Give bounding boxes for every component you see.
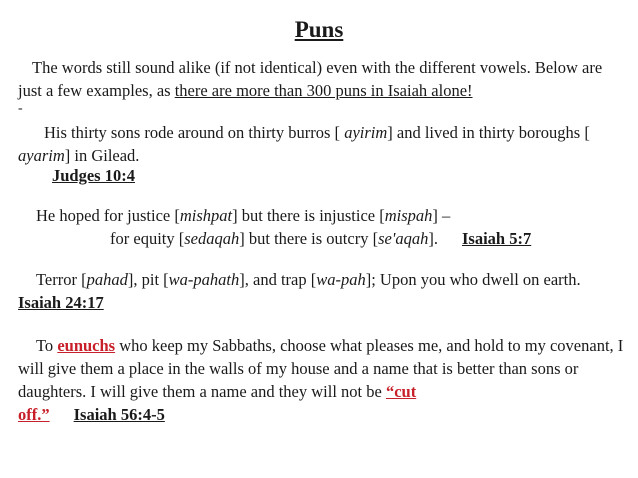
ex4-word-eunuchs: eunuchs: [57, 336, 116, 355]
ex4-text-b: who keep my Sabbaths, choose what pleases me, and hold to my covenant, I will give them a place in the walls of my house and a name that is better than sons or daughters. I will give them a name and they will not be: [18, 336, 624, 401]
ex2-word-seaqah: se'aqah: [378, 229, 429, 248]
intro-paragraph: [18, 56, 626, 102]
ref-isaiah-56-4-5: Isaiah 56:4-5: [73, 405, 165, 424]
ex3-text-b: ], pit [: [127, 270, 169, 289]
ref-judges: Judges 10:4: [52, 166, 135, 185]
intro-text: The words still sound alike (if not identical) even with the different vowels. Below are just a few examples, as: [18, 58, 603, 100]
ex2-text-c: ] –: [432, 206, 451, 225]
ex1-word-ayirim: ayirim: [344, 123, 388, 142]
ex2-text-f: ].: [428, 229, 438, 248]
ex2-word-mispah: mispah: [384, 206, 433, 225]
ex2-word-sedaqah: sedaqah: [184, 229, 240, 248]
example-isaiah-56: [18, 334, 626, 426]
ex1-text-c: ] in Gilead.: [64, 146, 140, 165]
ex2-text-d: for equity [: [110, 229, 185, 248]
ex4-text-a: To: [36, 336, 58, 355]
ex3-text-c: ], and trap [: [239, 270, 317, 289]
example-isaiah-24: [18, 268, 626, 314]
ref-isaiah-24-17: Isaiah 24:17: [18, 293, 104, 312]
ex4-word-cut: “cut: [385, 382, 417, 401]
ex2-text-e: ] but there is outcry [: [239, 229, 379, 248]
ex2-text-b: ] but there is injustice [: [232, 206, 385, 225]
ex1-word-ayarim: ayarim: [18, 146, 65, 165]
ex3-text-a: Terror [: [36, 270, 87, 289]
intro-underlined: there are more than 300 puns in Isaiah alone!: [174, 81, 473, 100]
ex4-word-off: off.”: [18, 405, 50, 424]
ex1-text-a: His thirty sons rode around on thirty burros [: [44, 123, 345, 142]
dash-marker: -: [18, 101, 23, 116]
example-isaiah-5-line2: [110, 227, 626, 250]
ex2-text-a: He hoped for justice [: [36, 206, 180, 225]
ex3-word-wa-pah: wa-pah: [316, 270, 366, 289]
ref-isaiah-5-7: Isaiah 5:7: [461, 229, 532, 248]
slide-title: Puns: [294, 17, 344, 42]
ex3-word-wa-pahath: wa-pahath: [168, 270, 240, 289]
example-judges: [18, 121, 626, 167]
ex3-text-d: ]; Upon you who dwell on earth.: [365, 270, 581, 289]
example-isaiah-5-line1: [36, 204, 626, 227]
ex3-word-pahad: pahad: [86, 270, 128, 289]
ex2-word-mishpat: mishpat: [179, 206, 233, 225]
ex1-text-b: ] and lived in thirty boroughs [: [387, 123, 590, 142]
